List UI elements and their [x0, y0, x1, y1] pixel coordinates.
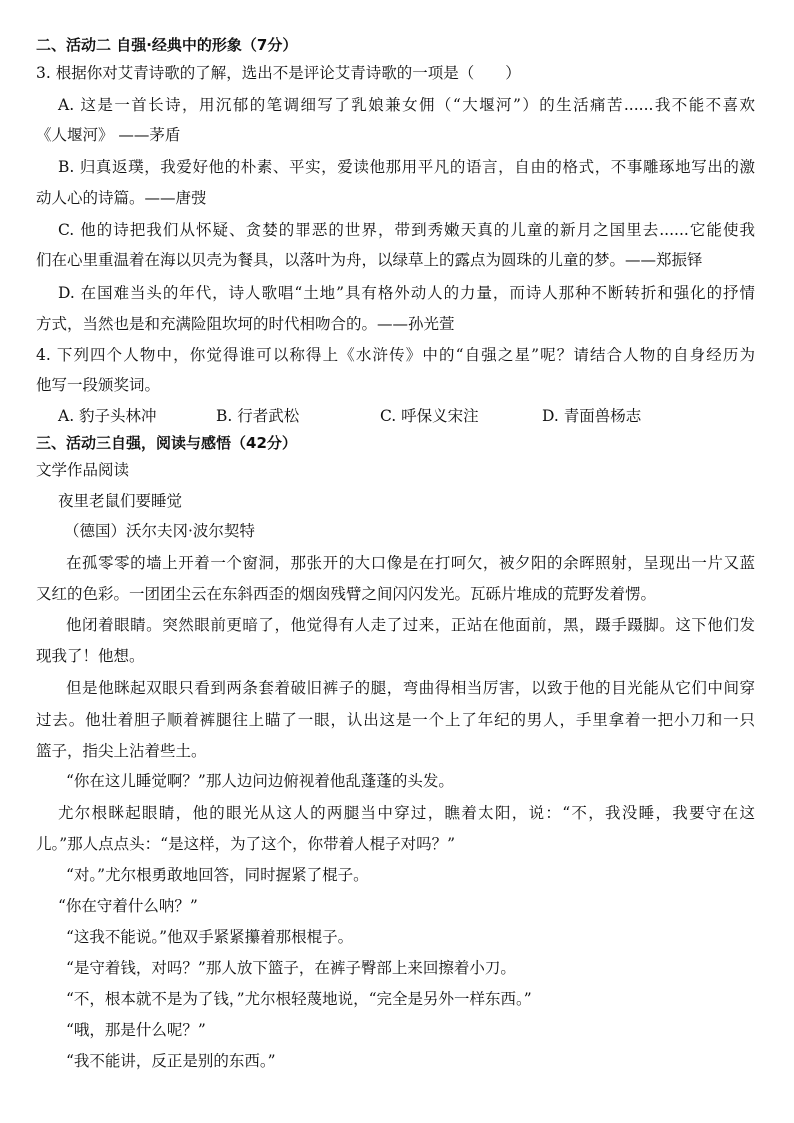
story-paragraph-line: 他闭着眼睛。突然眼前更暗了，他觉得有人走了过来，正站在他面前，黑，蹑手蹑脚。这下他们发	[66, 616, 755, 634]
section3-heading: 三、活动三自强，阅读与感悟（42分）	[36, 434, 297, 452]
story-paragraph-line: 篮子，指尖上沾着些土。	[36, 742, 207, 760]
story-paragraph-line: 又红的色彩。一团团尘云在东斜西歪的烟囱残臂之间闪闪发光。瓦砾片堆成的荒野发着愣。	[36, 585, 657, 603]
story-paragraph-line: “这我不能说。”他双手紧紧攥着那根棍子。	[66, 928, 354, 946]
q3-option-c-line2: 们在心里重温着在海以贝壳为餐具，以落叶为舟，以绿草上的露点为圆珠的儿童的梦。——郑振铎	[36, 251, 703, 269]
q3-option-a-line2: 《人堰河》 ——茅盾	[36, 126, 181, 144]
story-paragraph-line: “对。”尤尔根勇敢地回答，同时握紧了棍子。	[66, 866, 369, 884]
q3-option-a-line1: A. 这是一首长诗，用沉郁的笔调细写了乳娘兼女佣（“大堰河”）的生活痛苦......我不能不喜欢	[58, 96, 755, 114]
question-3-stem: 3. 根据你对艾青诗歌的了解，选出不是评论艾青诗歌的一项是（ ）	[36, 64, 521, 82]
story-author: （德国）沃尔夫冈·波尔契特	[64, 522, 255, 540]
story-paragraph-line: 儿。”那人点点头：“是这样，为了这个，你带着人棍子对吗？”	[36, 835, 456, 853]
q3-option-b-line1: B. 归真返璞，我爱好他的朴素、平实，爱读他那用平凡的语言，自由的格式，不事雕琢地写出的激	[58, 158, 755, 176]
story-paragraph-line: 在孤零零的墙上开着一个窗洞，那张开的大口像是在打呵欠，被夕阳的余晖照射，呈现出一片又蓝	[66, 554, 755, 572]
story-paragraph-line: “你在这儿睡觉啊？”那人边问边俯视着他乱蓬蓬的头发。	[66, 772, 454, 790]
story-paragraph-line: “哦，那是什么呢？”	[66, 1021, 206, 1039]
q4-option-a: A. 豹子头林冲	[58, 407, 157, 425]
q3-option-d-line1: D. 在国难当头的年代，诗人歌唱“土地”具有格外动人的力量，而诗人那种不断转折和强化的抒情	[58, 284, 755, 302]
q3-option-b-line2: 动人心的诗篇。——唐弢	[36, 189, 207, 207]
q4-option-d: D. 青面兽杨志	[542, 407, 642, 425]
story-paragraph-line: 过去。他壮着胆子顺着裤腿往上瞄了一眼，认出这是一个上了年纪的男人，手里拿着一把小刀和一只	[36, 711, 755, 729]
q4-option-c: C. 呼保义宋注	[380, 407, 479, 425]
story-paragraph-line: 尤尔根眯起眼睛，他的眼光从这人的两腿当中穿过，瞧着太阳，说：“不，我没睡，我要守在这	[58, 804, 755, 822]
q3-option-c-line1: C. 他的诗把我们从怀疑、贪婪的罪恶的世界，带到秀嫩天真的儿童的新月之国里去......它能使我	[58, 221, 755, 239]
story-paragraph-line: “你在守着什么呐？”	[58, 897, 198, 915]
question-4-stem-line2: 他写一段颁奖词。	[36, 376, 161, 394]
story-paragraph-line: “是守着钱，对吗？”那人放下篮子，在裤子臀部上来回擦着小刀。	[66, 959, 516, 977]
question-4-stem-line1: 4. 下列四个人物中，你觉得谁可以称得上《水浒传》中的“自强之星”呢？请结合人物的自身经历为	[36, 346, 755, 364]
q3-option-d-line2: 方式，当然也是和充满险阻坎坷的时代相吻合的。——孙光萱	[36, 315, 455, 333]
section3-subheading: 文学作品阅读	[36, 461, 130, 479]
section2-heading: 二、活动二 自强·经典中的形象（7分）	[36, 36, 298, 54]
q4-option-b: B. 行者武松	[216, 407, 300, 425]
story-paragraph-line: “我不能讲，反正是别的东西。”	[66, 1052, 276, 1070]
story-paragraph-line: 但是他眯起双眼只看到两条套着破旧裤子的腿，弯曲得相当厉害，以致于他的目光能从它们中间穿	[66, 679, 755, 697]
story-paragraph-line: 现我了！他想。	[36, 647, 145, 665]
story-title: 夜里老鼠们要睡觉	[58, 492, 183, 510]
story-paragraph-line: “不，根本就不是为了钱，”尤尔根轻蔑地说，“完全是另外一样东西。”	[66, 990, 532, 1008]
